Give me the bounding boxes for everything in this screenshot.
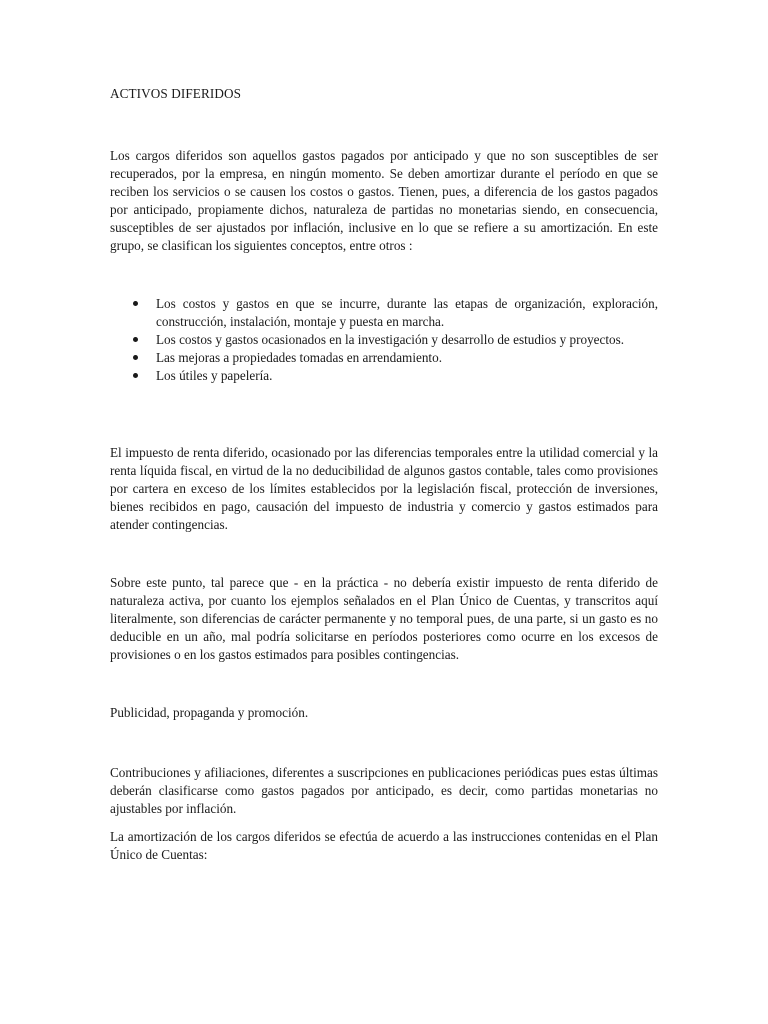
bullet-icon — [133, 355, 138, 360]
paragraph-sobre-este-punto: Sobre este punto, tal parece que - en la práctica - no debería existir impuesto de renta diferido de naturaleza activa, por cuanto los ejemplos señalados en el Plan Único de Cuentas, y transcritos aquí literalmente, son diferencias de carácter permanente y no temporal pues, de una parte, si un gasto es no deducible en un año, mal podría solicitarse en períodos posteriores como ocurre en los excesos de provisiones o en los gastos estimados para posibles contingencias. — [110, 575, 658, 662]
paragraph-cargos-diferidos: Los cargos diferidos son aquellos gastos pagados por anticipado y que no son susceptibles de ser recuperados, por la empresa, en ningún momento. Se deben amortizar durante el período en que se reciben los servicios o se causen los costos o gastos. Tienen, pues, a diferencia de los gastos pagados por anticipado, propiamente dichos, naturaleza de partidas no monetarias siendo, en consecuencia, susceptibles de ser ajustados por inflación, inclusive en lo que se refiere a su amortización. En este grupo, se clasifican los siguientes conceptos, entre otros : — [110, 148, 658, 253]
document-title: ACTIVOS DIFERIDOS — [110, 86, 242, 101]
list-item-text: Los costos y gastos ocasionados en la investigación y desarrollo de estudios y proyectos. — [156, 332, 625, 347]
list-item — [110, 367, 658, 385]
list-item — [110, 331, 658, 349]
paragraph-contribuciones: Contribuciones y afiliaciones, diferentes a suscripciones en publicaciones periódicas pues estas últimas deberán clasificarse como gastos pagados por anticipado, es decir, como partidas monetarias no ajustables por inflación. — [110, 765, 658, 816]
paragraph-amortizacion: La amortización de los cargos diferidos se efectúa de acuerdo a las instrucciones contenidas en el Plan Único de Cuentas: — [110, 829, 658, 862]
list-item-text: Las mejoras a propiedades tomadas en arrendamiento. — [156, 350, 442, 365]
bullet-icon — [133, 301, 138, 306]
list-item-text: Los costos y gastos en que se incurre, durante las etapas de organización, exploración, construcción, instalación, montaje y puesta en marcha. — [156, 296, 658, 329]
bullet-icon — [133, 373, 138, 378]
paragraph-publicidad: Publicidad, propaganda y promoción. — [110, 705, 309, 720]
bullet-icon — [133, 337, 138, 342]
list-item-text: Los útiles y papelería. — [156, 368, 273, 383]
paragraph-impuesto-renta-diferido: El impuesto de renta diferido, ocasionado por las diferencias temporales entre la utilidad comercial y la renta líquida fiscal, en virtud de la no deducibilidad de algunos gastos contable, tales como provisiones por cartera en exceso de los límites establecidos por la legislación fiscal, protección de inversiones, bienes recibidos en pago, causación del impuesto de industria y comercio y gastos estimados para atender contingencias. — [110, 445, 658, 532]
list-item — [110, 349, 658, 367]
list-item — [110, 295, 658, 331]
concepts-list — [110, 295, 658, 385]
